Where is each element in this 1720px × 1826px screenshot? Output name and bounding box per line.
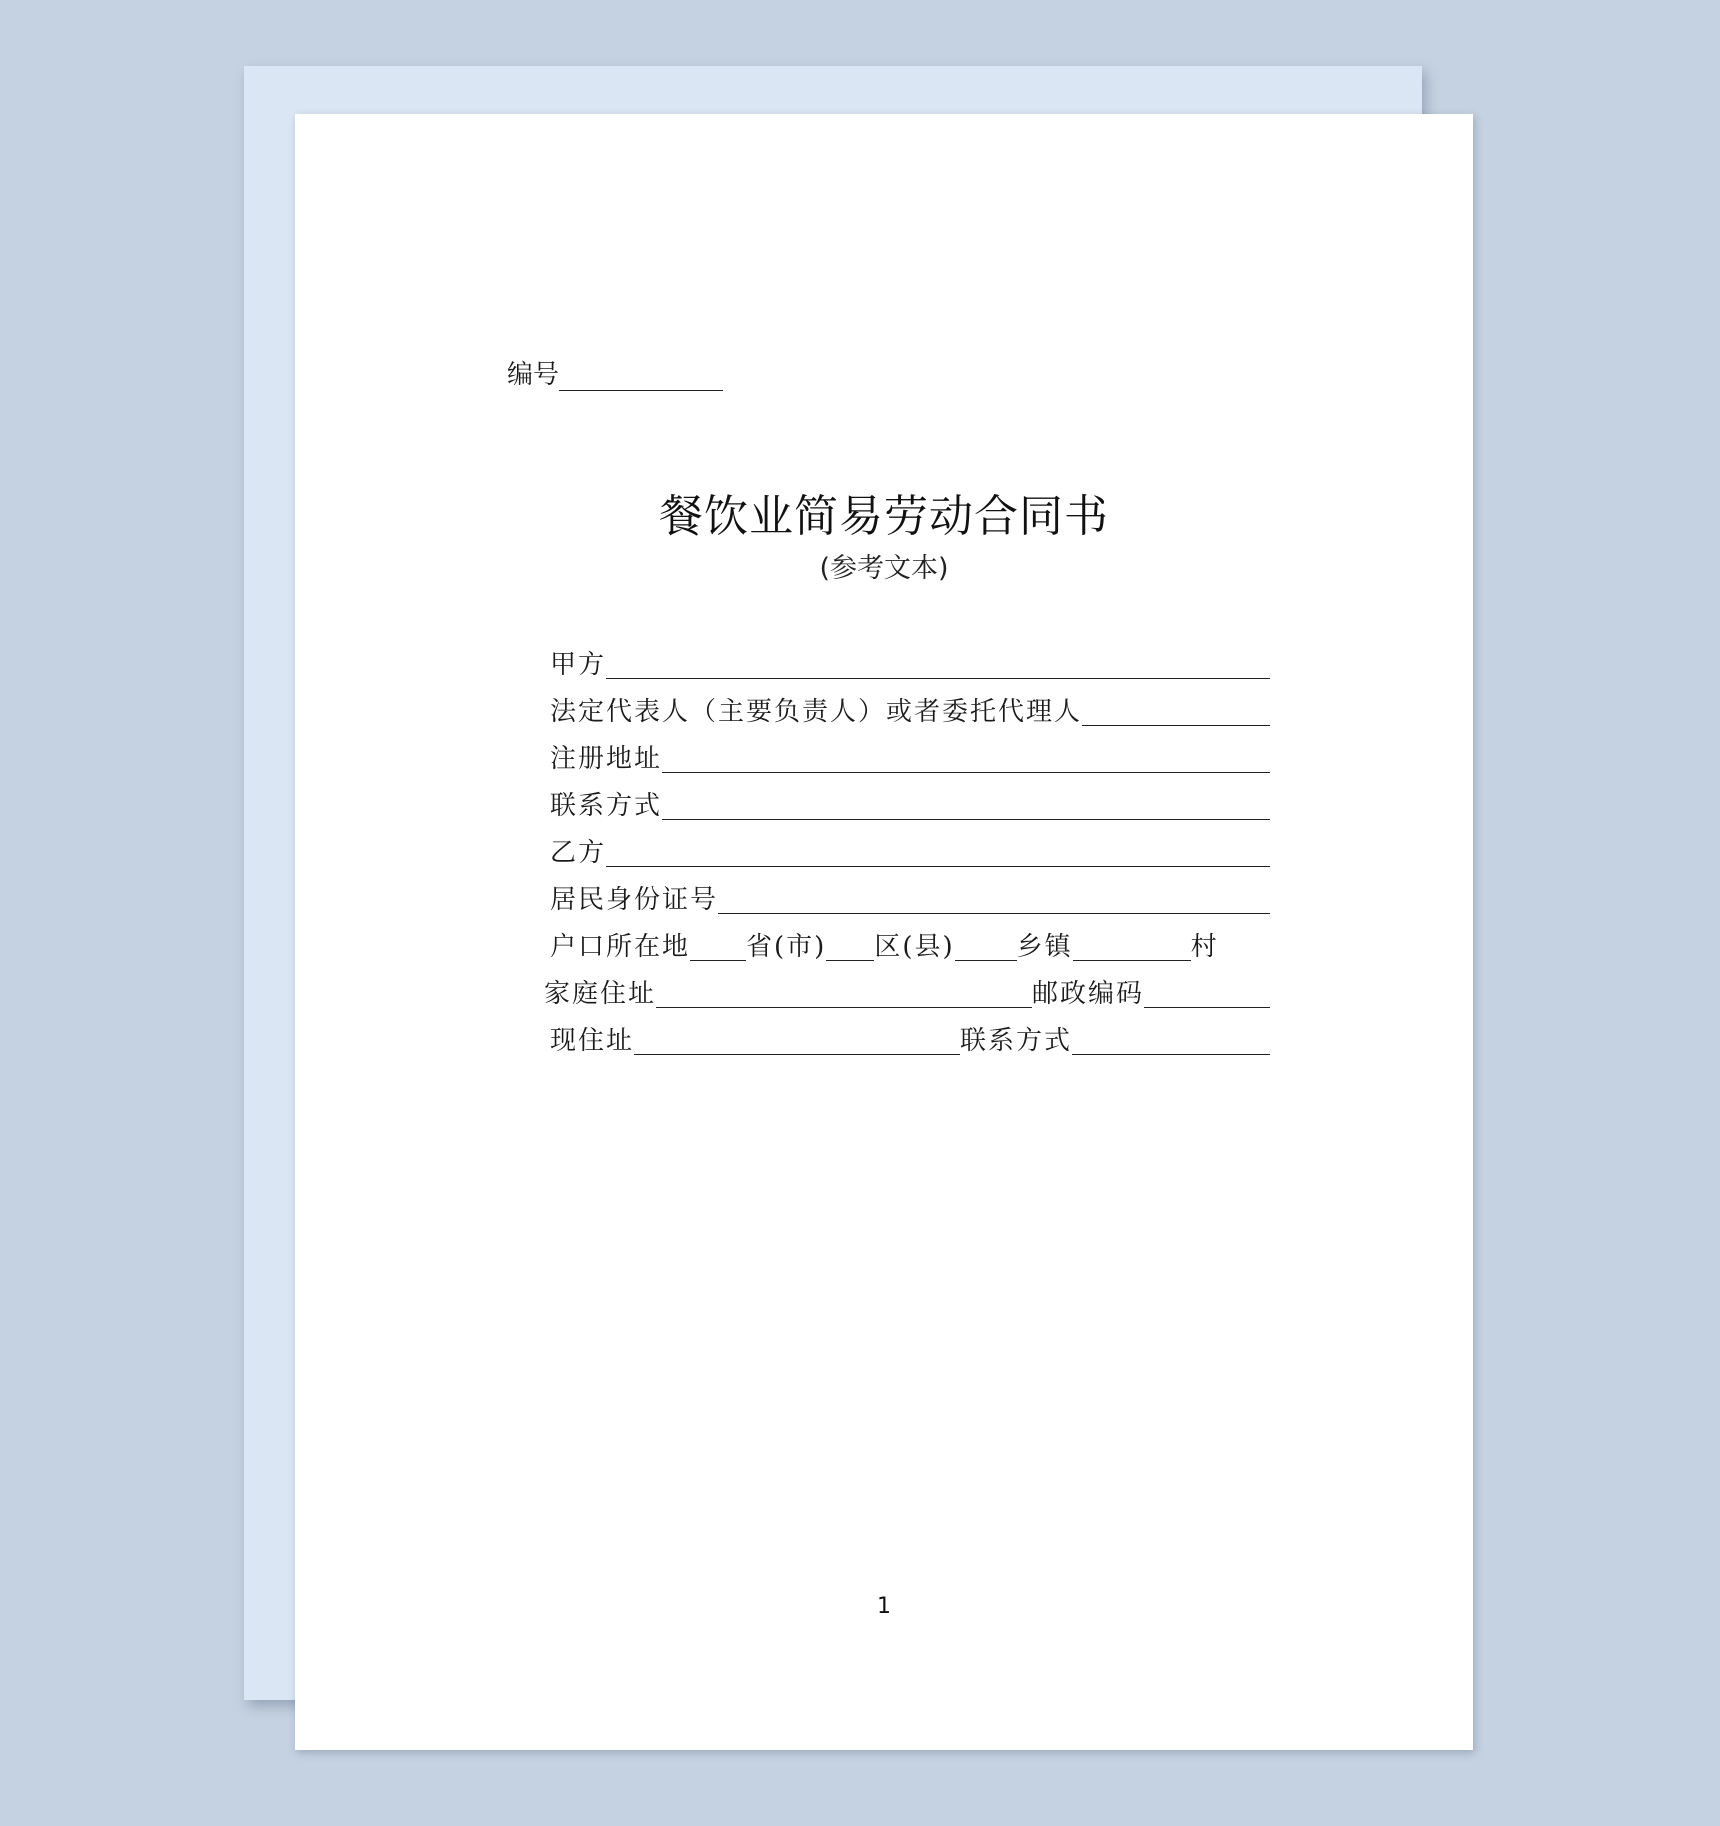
- field-reg-address: [550, 728, 1270, 775]
- document-number: [507, 354, 723, 391]
- field-contact-a-blank[interactable]: [662, 789, 1270, 820]
- field-reg-address-blank[interactable]: [662, 742, 1270, 773]
- document-subtitle: (参考文本): [819, 553, 949, 584]
- field-township-blank[interactable]: [955, 930, 1017, 961]
- field-party-b-label: 乙方: [550, 838, 607, 868]
- field-id-number-label: 居民身份证号: [550, 885, 719, 915]
- document-number-blank[interactable]: [559, 362, 723, 391]
- field-party-a-blank[interactable]: [606, 648, 1270, 679]
- field-party-a: [550, 634, 1270, 681]
- field-reg-address-label: 注册地址: [550, 744, 663, 774]
- field-contact-a-label: 联系方式: [550, 791, 663, 821]
- document-title: 餐饮业简易劳动合同书: [659, 491, 1109, 542]
- field-home-address-label: 家庭住址: [544, 979, 657, 1009]
- field-home-address-blank[interactable]: [656, 977, 1032, 1008]
- field-postal-code-label: 邮政编码: [1032, 979, 1145, 1009]
- field-postal-code-blank[interactable]: [1144, 977, 1270, 1008]
- field-province-blank[interactable]: [690, 930, 746, 961]
- field-party-b: [550, 822, 1270, 869]
- field-current-address: [550, 1010, 1270, 1057]
- field-id-number-blank[interactable]: [718, 883, 1270, 914]
- field-party-a-label: 甲方: [550, 650, 607, 680]
- field-household: [550, 916, 1270, 963]
- field-township-label: 乡镇: [1016, 932, 1073, 962]
- field-household-label: 户口所在地: [550, 932, 691, 962]
- field-home-address: [544, 963, 1270, 1010]
- field-current-address-label: 现住址: [550, 1026, 635, 1056]
- field-district-blank[interactable]: [826, 930, 874, 961]
- field-legal-rep: [550, 681, 1270, 728]
- field-village-blank[interactable]: [1073, 930, 1191, 961]
- field-current-address-blank[interactable]: [634, 1024, 960, 1055]
- contract-fields: [544, 634, 1270, 1057]
- field-contact-a: [550, 775, 1270, 822]
- field-id-number: [550, 869, 1270, 916]
- field-district-label: 区(县): [874, 932, 955, 962]
- field-contact-b-blank[interactable]: [1072, 1024, 1270, 1055]
- field-province-label: 省(市): [746, 932, 827, 962]
- front-page-sheet: [295, 114, 1473, 1750]
- field-party-b-blank[interactable]: [606, 836, 1270, 867]
- document-number-label: 编号: [507, 360, 560, 390]
- page-number: 1: [877, 1594, 891, 1619]
- field-legal-rep-label: 法定代表人（主要负责人）或者委托代理人: [550, 697, 1083, 727]
- field-legal-rep-blank[interactable]: [1082, 695, 1270, 726]
- field-village-label: 村: [1190, 932, 1219, 962]
- field-contact-b-label: 联系方式: [960, 1026, 1073, 1056]
